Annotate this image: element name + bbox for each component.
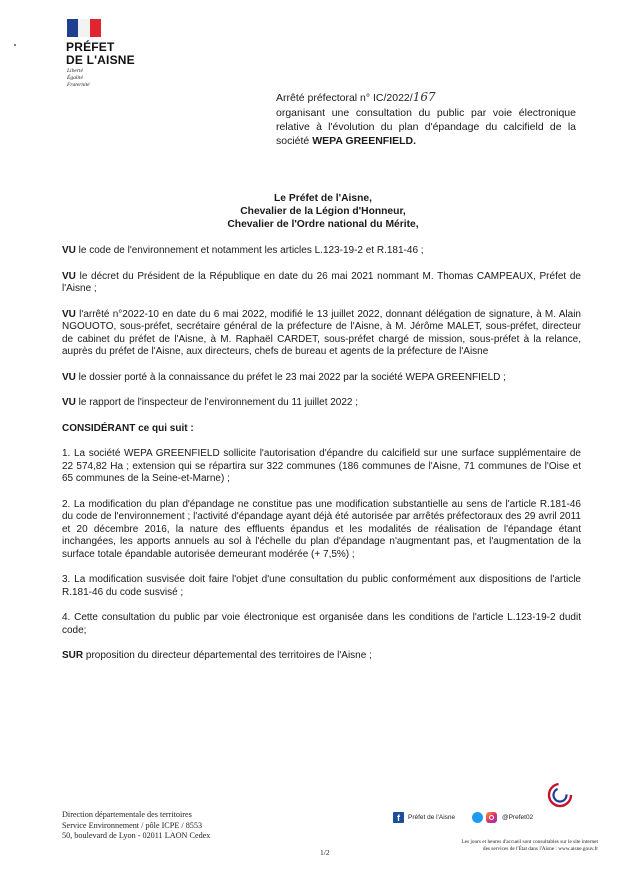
footer-address: Direction départementale des territoires Service Environnement / pôle ICPE / 8553 50, boulevard de Lyon - 02011 LAON Cedex [62,810,211,840]
scan-speck [14,44,16,46]
motto-egalite: Égalité [67,75,83,81]
company-name: WEPA GREENFIELD. [312,135,417,147]
logo-line-1: PRÉFET [66,40,115,54]
motto-fraternite: Fraternité [67,82,90,88]
title-line-2: Chevalier de la Légion d'Honneur, [240,206,406,217]
motto-liberte: Liberté [67,68,83,74]
considerant-1: 1. La société WEPA GREENFIELD sollicite l'autorisation d'épandre du calcifield sur une surface supplémentaire de 22 574,82 Ha ; extension qui se répartira sur 322 communes (186 communes de l'Aisne, 71 communes de l'Oise et 65 communes de la Seine-et-Marne) ; [62,448,581,484]
arrete-number: Arrêté préfectoral n° IC/2022/167 [276,90,436,104]
arrete-object: organisant une consultation du public par voie électronique relative à l'évolution du plan d'épandage du calcifield de la société WEPA GREENFIELD. [276,107,576,147]
footer-info: Les jours et heures d'accueil sont consultables sur le site internet des services de l'État dans l'Aisne : www.aisne.gouv.fr [461,839,598,852]
title-line-1: Le Préfet de l'Aisne, [273,193,372,204]
vu-paragraph-1: VU le code de l'environnement et notamment les articles L.123-19-2 et R.181-46 ; [62,245,424,256]
vu-paragraph-4: VU le dossier porté à la connaissance du préfet le 23 mai 2022 par la société WEPA GREENFIELD ; [62,371,506,383]
vu-paragraph-3: VU l'arrêté n°2022-10 en date du 6 mai 2022, modifié le 13 juillet 2022, donnant délégation de signature, à M. Alain NGOUOTO, sous-préfet, secrétaire général de la préfecture de l'Aisne, à M. Jérôme MALET, sous-préfet, directeur de cabinet du préfet de l'Aisne, à M. Raphaël CARDET, sous-préfet chargé de mission, sous-préfet à la relance, auprès du préfet de l'Aisne, aux directeurs, chefs de bureau et agents de la préfecture de l'Aisne [62,308,581,357]
logo-line-2: DE L'AISNE [66,53,135,67]
vu-paragraph-2: VU le décret du Président de la République en date du 26 mai 2021 nommant M. Thomas CAMPEAUX, Préfet de l'Aisne ; [62,270,581,294]
considerant-2: 2. La modification du plan d'épandage ne constitue pas une modification substantielle au sens de l'article R.181-46 du code de l'environnement ; l'activité d'épandage ayant déjà été autorisée par arrêtés préfectoraux des 29 avril 2011 et 20 décembre 2016, la nature des effluents épandus et les modalités de réalisation de l'épandage étant inchangées, les apports annuels au sol à l'échelle du plan d'épandage n'augmentant pas, et l'augmentation de la surface totale épandable autorisée demeurant modérée (+ 7,5%) ; [62,498,581,560]
handwritten-number: 167 [412,90,436,104]
sur-paragraph: SUR proposition du directeur départemental des territoires de l'Aisne ; [62,650,372,661]
marianne-flag-icon [67,19,101,37]
facebook-icon[interactable]: f [393,812,404,823]
arrete-header [276,90,576,148]
considerant-3: 3. La modification susvisée doit faire l'objet d'une consultation du public conformément aux dispositions de l'article R.181-46 du code susvisé ; [62,574,581,598]
considerant-heading: CONSIDÉRANT ce qui suit : [62,422,194,434]
arrete-body [62,245,581,663]
qualite-logo-icon [546,781,574,809]
considerant-4: 4. Cette consultation du public par voie électronique est organisée dans les conditions de l'article L.123-19-2 dudit code; [62,612,581,636]
twitter-icon[interactable] [472,812,483,823]
prefet-titles [160,192,486,231]
social-handle[interactable]: @Prefet02 [502,814,534,821]
instagram-icon[interactable] [486,812,497,823]
facebook-label[interactable]: Préfet de l'Aisne [408,814,456,821]
page-number: 1/2 [320,848,330,857]
title-line-3: Chevalier de l'Ordre national du Mérite, [227,219,419,230]
vu-paragraph-5: VU le rapport de l'inspecteur de l'environnement du 11 juillet 2022 ; [62,397,359,408]
